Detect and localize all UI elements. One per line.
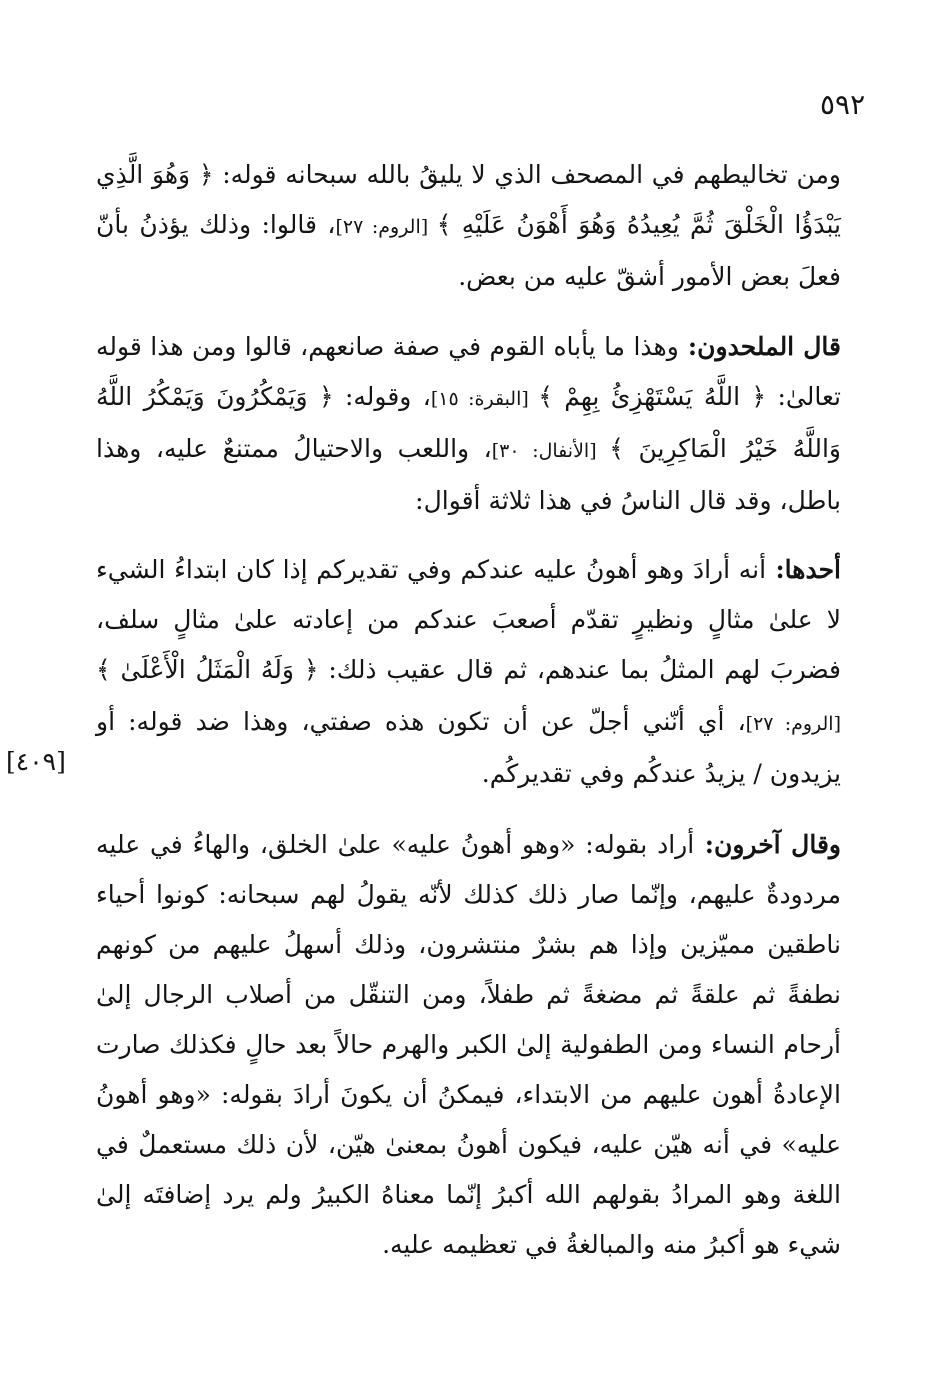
quran-verse: ﴿ وَيَمْكُرُونَ وَيَمْكُرُ اللَّهُ وَاللَّهُ خَيْرُ الْمَاكِرِينَ ﴾	[96, 382, 841, 463]
manuscript-page-reference: [٤٠٩]	[6, 747, 66, 776]
paragraph-2	[96, 322, 841, 526]
page-number: ٥٩٢	[820, 88, 866, 121]
verse-reference: [الروم: ٢٧]	[335, 216, 437, 238]
paragraph-3-text-b: ، أي أنّني أجلّ عن أن تكون هذه صفتي، وهذا ضد قوله: أو يزيدون / يزيدُ عندكُم وفي تقديركُم.	[96, 707, 841, 788]
paragraph-1-text-a: ومن تخاليطهم في المصحف الذي لا يليقُ بالله سبحانه قوله:	[213, 160, 841, 189]
quran-verse: ﴿ اللَّهُ يَسْتَهْزِئُ بِهِمْ ﴾	[538, 382, 767, 411]
verse-reference: [الروم: ٢٧]	[745, 713, 841, 735]
verse-reference: [الأنفال: ٣٠]	[491, 440, 610, 462]
paragraph-2-text-a: وهذا ما يأباه القوم في صفة صانعهم، قالوا ومن هذا قوله تعالىٰ:	[96, 332, 841, 411]
paragraph-3-text-a: أنه أرادَ وهو أهونُ عليه عندكم وفي تقديركم إذا كان ابتداءُ الشيء لا علىٰ مثالٍ ونظيرٍ تقدّم أصعبَ عندكم من إعادته علىٰ مثالٍ سلف، فضربَ لهم المثلُ بما عندهم، ثم قال عقيب ذلك:	[96, 555, 842, 684]
quran-verse: ﴿ وَلَهُ الْمَثَلُ الْأَعْلَىٰ ﴾	[96, 655, 319, 684]
paragraph-3-heading: أحدها:	[766, 555, 842, 584]
paragraph-4	[96, 820, 841, 1270]
verse-reference: [البقرة: ١٥]	[430, 388, 539, 410]
paragraph-2-text-c: ، واللعب والاحتيالُ ممتنعٌ عليه، وهذا باطل، وقد قال الناسُ في هذا ثلاثة أقوال:	[96, 434, 841, 515]
paragraph-2-text-b: ، وقوله:	[333, 382, 431, 411]
paragraph-1-text-b: ، قالوا: وذلك يؤذنُ بأنّ فعلَ بعض الأمور أشقّ عليه من بعض.	[96, 210, 841, 291]
paragraph-4-text: أراد بقوله: «وهو أهونُ عليه» علىٰ الخلق، والهاءُ في عليه مردودةٌ عليهم، وإنّما صار ذلك كذلك لأنّه يقولُ لهم سبحانه: كونوا أحياء ناطقين مميّزين وإذا هم بشرٌ منتشرون، وذلك أسهلُ عليهم من كونهم نطفةً ثم علقةً ثم مضغةً ثم طفلاً، ومن التنقّل من أصلاب الرجال إلىٰ أرحام النساء ومن الطفولية إلىٰ الكبر والهرم حالاً بعد حالٍ فكذلك صارت الإعادةُ أهون عليهم من الابتداء، فيمكنُ أن يكونَ أرادَ بقوله: «وهو أهونُ عليه» في أنه هيّن عليه، فيكون أهونُ بمعنىٰ هيّن، لأن ذلك مستعملٌ في اللغة وهو المرادُ بقولهم الله أكبرُ إنّما معناهُ الكبيرُ ولم يرد إضافتَه إلىٰ شيء هو أكبرُ منه والمبالغةُ في تعظيمه عليه.	[96, 830, 841, 1259]
quran-verse: ﴿ وَهُوَ الَّذِي يَبْدَؤُا الْخَلْقَ ثُمَّ يُعِيدُهُ وَهُوَ أَهْوَنُ عَلَيْهِ ﴾	[96, 160, 841, 239]
paragraph-3	[96, 545, 841, 799]
paragraph-2-heading: قال الملحدون:	[678, 332, 841, 361]
paragraph-1	[96, 150, 841, 302]
paragraph-4-heading: وقال آخرون:	[694, 830, 841, 859]
